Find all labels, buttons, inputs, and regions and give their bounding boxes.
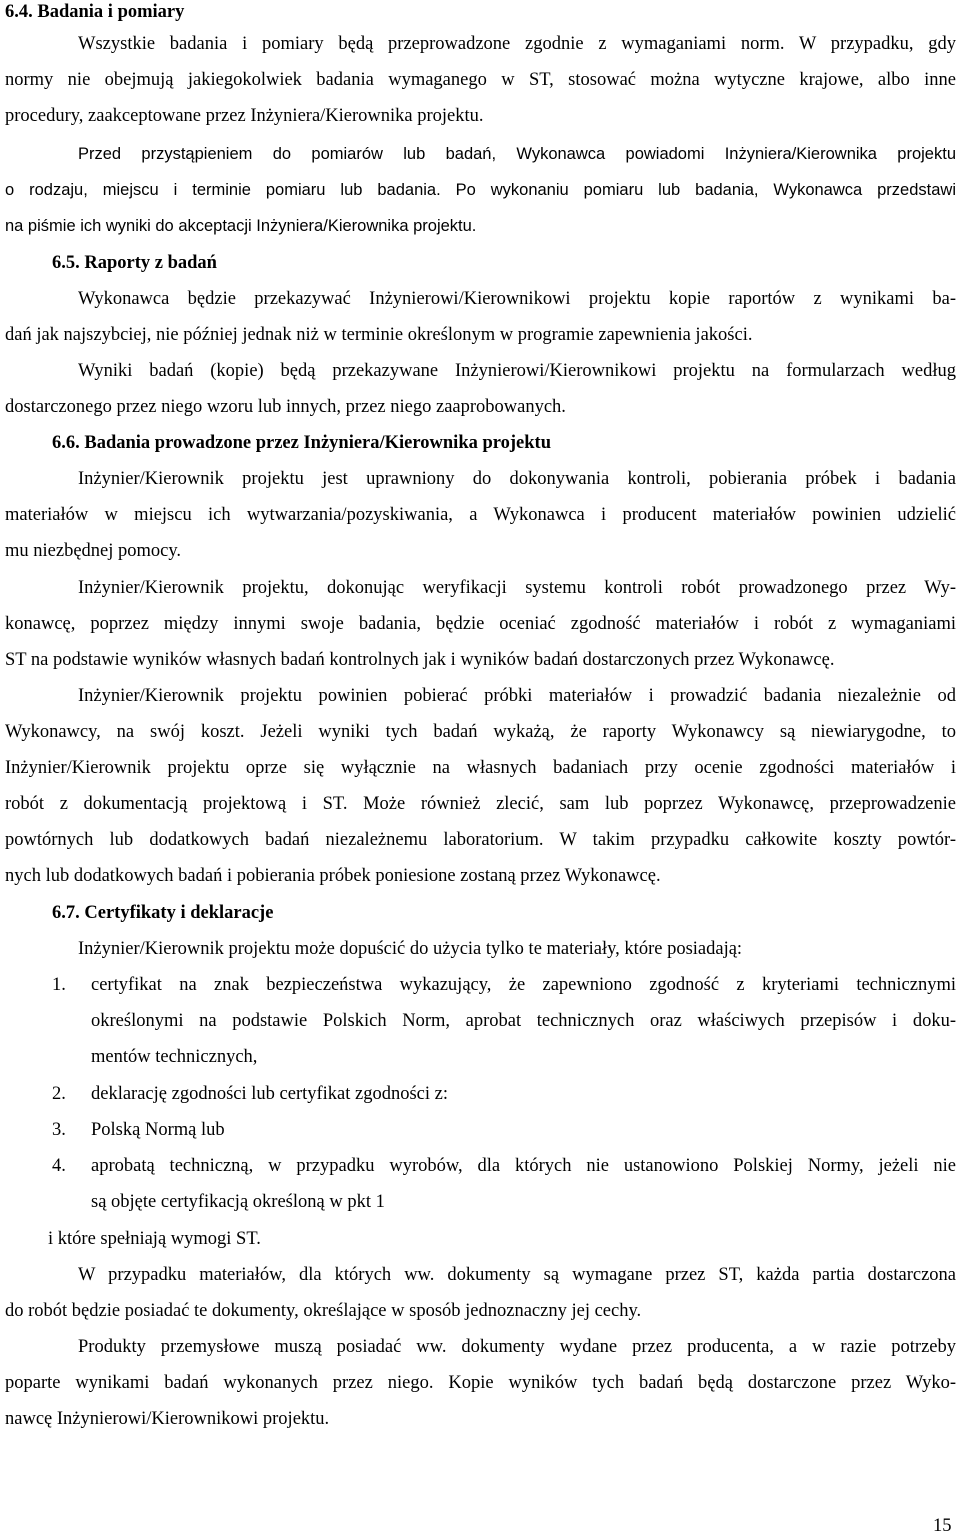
paragraph-line: Wyniki badań (kopie) będą przekazywane Inżynierowi/Kierownikowi projektu na formularzach według [78, 361, 956, 381]
paragraph-line: Inżynier/Kierownik projektu może dopuścić do użycia tylko te materiały, które posiadają: [78, 939, 743, 959]
paragraph-line: Inżynier/Kierownik projektu powinien pobierać próbki materiałów i prowadzić badania niezależnie od [78, 686, 956, 706]
page-number: 15 [933, 1516, 952, 1536]
paragraph-line: konawcę, poprzez między innymi swoje badania, będzie oceniać zgodność materiałów i robót z wymaganiami [5, 614, 956, 634]
paragraph-line: ST na podstawie wyników własnych badań kontrolnych jak i wyników badań dostarczonych przez Wykonawcę. [5, 650, 835, 670]
paragraph-line: nych lub dodatkowych badań i pobierania próbek poniesione zostaną przez Wykonawcę. [5, 866, 661, 886]
list-item-line: określonymi na podstawie Polskich Norm, aprobat technicznych oraz właściwych przepisów i doku- [91, 1011, 956, 1031]
paragraph-line: na piśmie ich wyniki do akceptacji Inżyniera/Kierownika projektu. [5, 217, 477, 235]
paragraph-line: i które spełniają wymogi ST. [48, 1229, 261, 1249]
list-item-number: 4. [52, 1156, 66, 1176]
paragraph-line: Inżynier/Kierownik projektu oprze się wyłącznie na własnych badaniach przy ocenie zgodności materiałów i [5, 758, 956, 778]
list-item-number: 2. [52, 1084, 66, 1104]
list-item-line: aprobatą techniczną, w przypadku wyrobów, dla których nie ustanowiono Polskiej Normy, jeżeli nie [91, 1156, 956, 1176]
paragraph-line: powtórnych lub dodatkowych badań niezależnemu laboratorium. W takim przypadku całkowite koszty powtór- [5, 830, 956, 850]
paragraph-line: Wszystkie badania i pomiary będą przeprowadzone zgodnie z wymaganiami norm. W przypadku, gdy [78, 34, 956, 54]
section-heading-6-4: 6.4. Badania i pomiary [5, 2, 185, 22]
paragraph-line: Inżynier/Kierownik projektu jest uprawniony do dokonywania kontroli, pobierania próbek i badania [78, 469, 956, 489]
list-item-line: są objęte certyfikacją określoną w pkt 1 [91, 1192, 385, 1212]
paragraph-line: do robót będzie posiadać te dokumenty, określające w sposób jednoznaczny jej cechy. [5, 1301, 642, 1321]
section-heading-6-5: 6.5. Raporty z badań [52, 253, 217, 273]
paragraph-line: materiałów w miejscu ich wytwarzania/pozyskiwania, a Wykonawca i producent materiałów powinien udzielić [5, 505, 956, 525]
paragraph-line: poparte wynikami badań wykonanych przez niego. Kopie wyników tych badań będą dostarczone przez Wyko- [5, 1373, 956, 1393]
list-item-number: 1. [52, 975, 66, 995]
paragraph-line: mu niezbędnej pomocy. [5, 541, 182, 561]
section-heading-6-7: 6.7. Certyfikaty i deklaracje [52, 903, 274, 923]
list-item-line: deklarację zgodności lub certyfikat zgodności z: [91, 1084, 449, 1104]
paragraph-line: nawcę Inżynierowi/Kierownikowi projektu. [5, 1409, 330, 1429]
paragraph-line: W przypadku materiałów, dla których ww. dokumenty są wymagane przez ST, każda partia dostarczona [78, 1265, 956, 1285]
list-item-line: certyfikat na znak bezpieczeństwa wykazujący, że zapewniono zgodność z kryteriami technicznymi [91, 975, 956, 995]
list-item-number: 3. [52, 1120, 66, 1140]
paragraph-line: Przed przystąpieniem do pomiarów lub badań, Wykonawca powiadomi Inżyniera/Kierownika projektu [78, 145, 956, 163]
section-heading-6-6: 6.6. Badania prowadzone przez Inżyniera/Kierownika projektu [52, 433, 552, 453]
paragraph-line: dostarczonego przez niego wzoru lub innych, przez niego zaaprobowanych. [5, 397, 566, 417]
paragraph-line: robót z dokumentacją projektową i ST. Może również zlecić, sam lub poprzez Wykonawcę, przeprowadzenie [5, 794, 956, 814]
paragraph-line: normy nie obejmują jakiegokolwiek badania wymaganego w ST, stosować można wytyczne krajowe, albo inne [5, 70, 956, 90]
paragraph-line: o rodzaju, miejscu i terminie pomiaru lub badania. Po wykonaniu pomiaru lub badania, Wykonawca przedstawi [5, 181, 956, 199]
list-item-line: Polską Normą lub [91, 1120, 225, 1140]
paragraph-line: Produkty przemysłowe muszą posiadać ww. dokumenty wydane przez producenta, a w razie potrzeby [78, 1337, 956, 1357]
paragraph-line: Inżynier/Kierownik projektu, dokonując weryfikacji systemu kontroli robót prowadzonego przez Wy- [78, 578, 956, 598]
paragraph-line: Wykonawca będzie przekazywać Inżynierowi/Kierownikowi projektu kopie raportów z wynikami ba- [78, 289, 956, 309]
paragraph-line: Wykonawcy, na swój koszt. Jeżeli wyniki tych badań wykażą, że raporty Wykonawcy są niewiarygodne, to [5, 722, 956, 742]
paragraph-line: dań jak najszybciej, nie później jednak niż w terminie określonym w programie zapewnienia jakości. [5, 325, 753, 345]
paragraph-line: procedury, zaakceptowane przez Inżyniera/Kierownika projektu. [5, 106, 484, 126]
list-item-line: mentów technicznych, [91, 1047, 258, 1067]
